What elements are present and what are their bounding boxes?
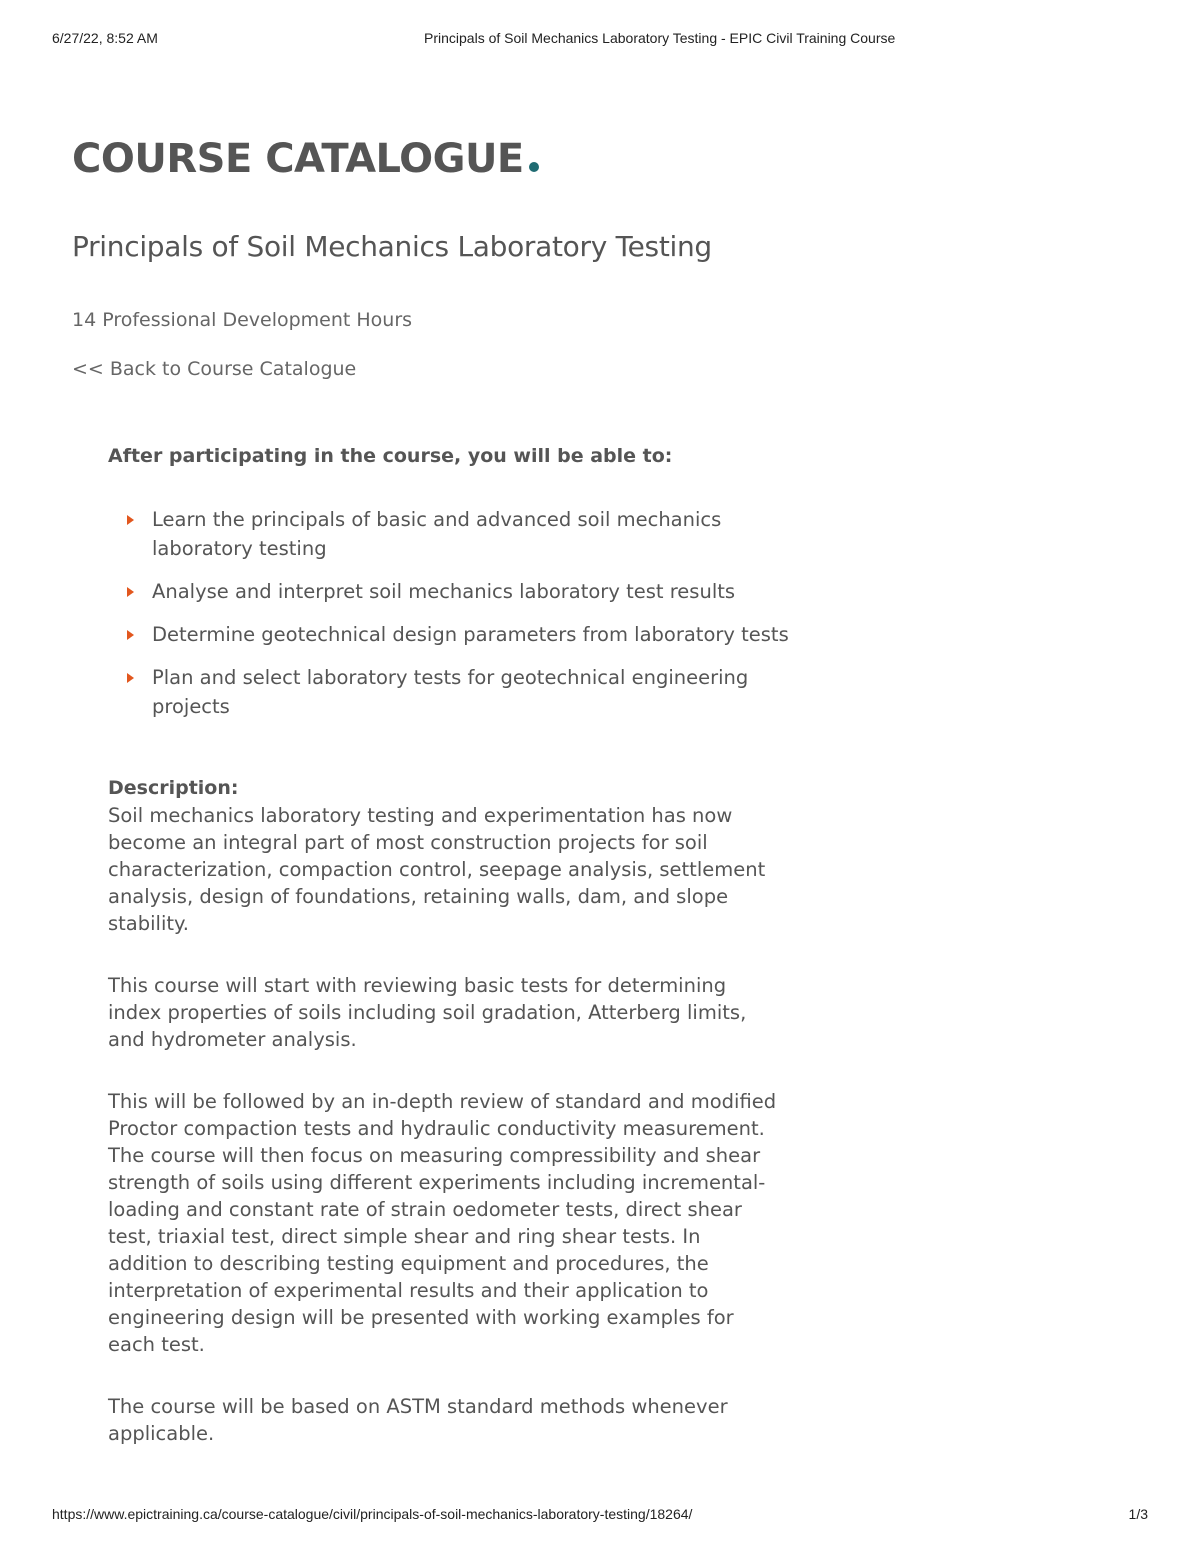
pd-hours: 14 Professional Development Hours <box>72 309 413 331</box>
list-item <box>108 505 792 563</box>
description-heading: Description: <box>108 777 239 799</box>
outcome-text: Analyse and interpret soil mechanics laboratory test results <box>152 580 736 603</box>
triangle-bullet-icon <box>127 587 134 597</box>
description-paragraph: This course will start with reviewing basic tests for determining index properties of soils including soil gradation, Atterberg limits, and hydrometer analysis. <box>108 974 747 1051</box>
description-paragraph: This will be followed by an in-depth review of standard and modified Proctor compaction tests and hydraulic conductivity measurement. The course will then focus on measuring compressibility and shear strength of soils using different experiments including incremental-loading and constant rate of strain oedometer tests, direct shear test, triaxial test, direct simple shear and ring shear tests. In addition to describing testing equipment and procedures, the interpretation of experimental results and their application to engineering design will be presented with working examples for each test. <box>108 1090 777 1356</box>
outcomes-heading: After participating in the course, you will be able to: <box>108 445 673 467</box>
list-item <box>108 620 792 649</box>
list-item <box>108 577 792 606</box>
print-url: https://www.epictraining.ca/course-catalogue/civil/principals-of-soil-mechanics-laboratory-testing/18264/ <box>52 1506 693 1522</box>
description-paragraph: Soil mechanics laboratory testing and experimentation has now become an integral part of most construction projects for soil characterization, compaction control, seepage analysis, settlement analysis, design of foundations, retaining walls, dam, and slope stability. <box>108 804 766 935</box>
catalogue-title <box>72 136 539 182</box>
description-section <box>108 775 788 1447</box>
print-page-title: Principals of Soil Mechanics Laboratory Testing - EPIC Civil Training Course <box>424 30 896 46</box>
triangle-bullet-icon <box>127 630 134 640</box>
triangle-bullet-icon <box>127 673 134 683</box>
course-title: Principals of Soil Mechanics Laboratory Testing <box>72 230 712 263</box>
print-footer <box>52 1506 1148 1526</box>
description-paragraph: The course will be based on ASTM standard methods whenever applicable. <box>108 1395 728 1445</box>
outcome-text: Plan and select laboratory tests for geotechnical engineering projects <box>152 666 749 718</box>
back-to-catalogue-link[interactable]: << Back to Course Catalogue <box>72 358 357 380</box>
print-header <box>52 30 1148 50</box>
title-dot-icon <box>529 162 539 172</box>
list-item <box>108 663 792 721</box>
outcome-text: Determine geotechnical design parameters from laboratory tests <box>152 623 789 646</box>
outcome-text: Learn the principals of basic and advanced soil mechanics laboratory testing <box>152 508 722 560</box>
triangle-bullet-icon <box>127 515 134 525</box>
course-content <box>108 445 788 1482</box>
print-datetime: 6/27/22, 8:52 AM <box>52 30 158 46</box>
catalogue-title-text: COURSE CATALOGUE <box>72 136 524 182</box>
print-page-number: 1/3 <box>1128 1506 1148 1522</box>
outcomes-list <box>108 505 788 721</box>
